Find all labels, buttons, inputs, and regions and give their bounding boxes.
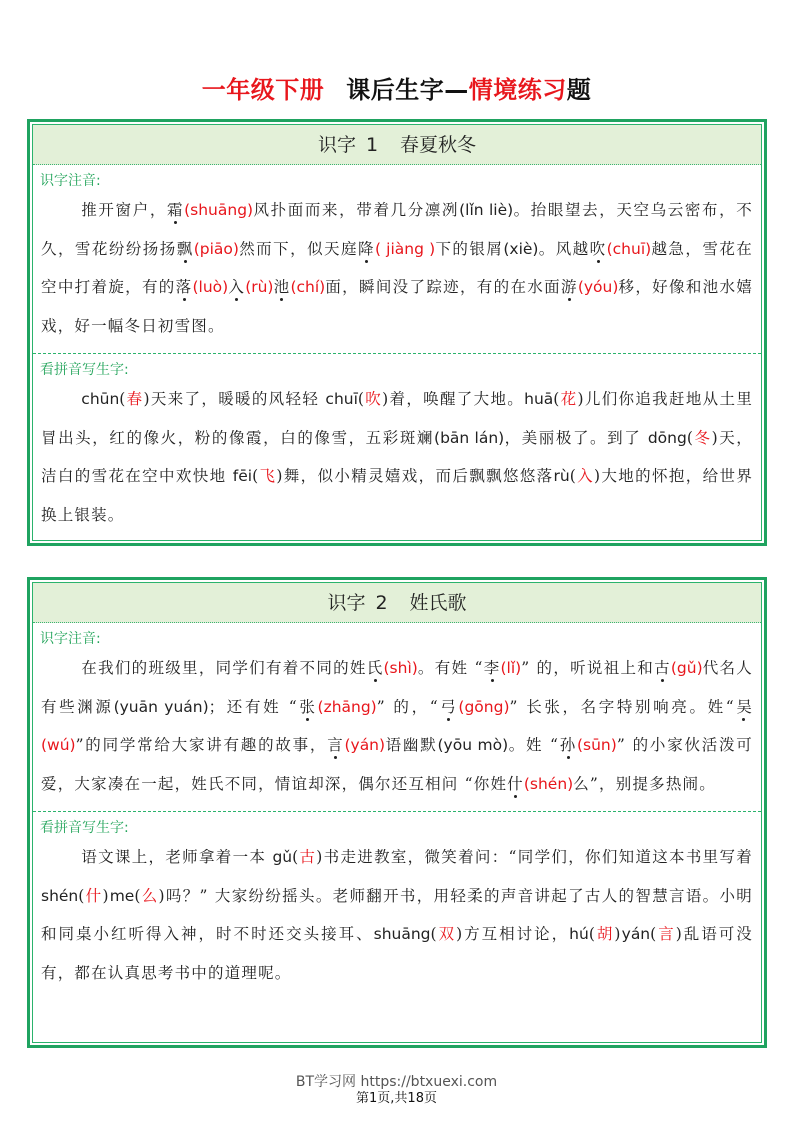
text: ( <box>78 886 86 905</box>
answer-character: 花 <box>560 390 578 408</box>
target-character: 落 <box>175 278 193 296</box>
text: 移，好像和池水嬉戏，好一幅冬日初雪图。 <box>41 278 754 335</box>
text: )书走进教室，微笑着问：“同学们，你们知道这本书里写着 <box>316 848 753 866</box>
answer-character: 么 <box>141 886 159 905</box>
pinyin: fēi <box>232 467 253 485</box>
footer-page-number: 第1页,共18页 <box>356 1091 437 1106</box>
text: )吗？” 大家纷纷摇头。老师翻开书，用轻柔的声音讲起了古人的智慧言语。小明和同桌小红听得入神，时不时还交头接耳、 <box>41 886 753 943</box>
write-paragraph <box>33 380 761 542</box>
target-character: 氏 <box>366 659 384 677</box>
text: ( <box>252 467 260 485</box>
target-character: 李 <box>483 659 501 677</box>
text: 推开窗户， <box>81 201 167 219</box>
text: ( <box>588 925 597 943</box>
pinyin: (shén) <box>523 774 574 793</box>
pinyin: chūn <box>81 390 120 408</box>
pinyin: (zhāng) <box>317 697 377 716</box>
pinyin: (xiè) <box>503 239 539 258</box>
text: )着，唤醒了大地。 <box>382 390 525 408</box>
pinyin: (lǐ) <box>500 659 522 677</box>
annotate-label: 识字注音: <box>40 173 101 189</box>
text: ( <box>553 390 561 408</box>
text: ( <box>569 467 577 485</box>
target-character: 霜 <box>166 201 185 219</box>
pinyin: (piāo) <box>193 239 239 258</box>
target-character: 池 <box>273 278 291 296</box>
pinyin: shuāng <box>373 925 431 943</box>
answer-character: 飞 <box>259 467 277 485</box>
text: )儿们你追我赶地从土里冒出头，红的像火，粉的像霞，白的像雪，五彩斑斓 <box>41 390 754 447</box>
lesson-name: 姓氏歌 <box>409 592 467 614</box>
annotate-paragraph <box>33 649 761 811</box>
target-character: 入 <box>228 278 246 296</box>
pinyin: (rù) <box>245 278 274 296</box>
title-suffix: 题 <box>566 76 592 104</box>
target-character: 孙 <box>559 736 577 754</box>
text: ，美丽极了。到了 <box>504 428 648 447</box>
target-character: 弓 <box>438 697 459 716</box>
text: )大地的怀抱，给世界换上银装。 <box>41 467 754 524</box>
write-label: 看拼音写生字: <box>40 820 129 836</box>
answer-character: 胡 <box>596 925 615 943</box>
pinyin: (yuān yuán) <box>113 697 209 716</box>
text: ” 的，“ <box>376 697 439 716</box>
pinyin: (gōng) <box>458 697 510 716</box>
pinyin: ( jiàng ) <box>374 239 436 258</box>
text: 代名人有些渊源 <box>41 659 754 716</box>
annotate-section <box>33 623 761 811</box>
text: )天，洁白的雪花在空中欢快地 <box>41 428 754 485</box>
target-character: 古 <box>654 659 671 677</box>
pinyin: me <box>109 886 135 905</box>
pinyin: (shuāng) <box>184 201 254 219</box>
answer-character: 什 <box>85 886 103 905</box>
text: ( <box>430 925 438 943</box>
write-section <box>33 353 761 542</box>
pinyin: hú <box>569 925 589 943</box>
pinyin: (sūn) <box>576 736 617 754</box>
target-character: 言 <box>327 736 345 754</box>
write-paragraph <box>33 838 761 1000</box>
target-character: 降 <box>357 239 375 258</box>
lesson-name: 春夏秋冬 <box>400 134 477 156</box>
footer-site: BT学习网 https://btxuexi.com <box>295 1074 498 1090</box>
text: 在我们的班级里，同学们有着不同的姓 <box>81 659 367 677</box>
target-character: 吴 <box>734 697 754 716</box>
answer-character: 言 <box>657 925 676 943</box>
text: 。姓 “ <box>508 736 560 754</box>
pinyin: (wú) <box>41 736 76 754</box>
pinyin: (gǔ) <box>670 659 703 677</box>
text: ) <box>102 886 110 905</box>
text: ( <box>292 848 300 866</box>
lesson-number: 1 <box>365 134 379 156</box>
lesson-prefix: 识字 <box>327 592 366 614</box>
text: 下的银屑 <box>435 239 504 258</box>
text: ( <box>119 390 127 408</box>
annotate-paragraph <box>33 191 761 353</box>
pinyin: (yóu) <box>577 278 619 296</box>
text: )舞，似小精灵嬉戏，而后飘飘悠悠落 <box>276 467 554 485</box>
text: )方互相讨论， <box>456 925 570 943</box>
title-topic: 课后生字— <box>346 76 469 104</box>
text: ( <box>686 428 695 447</box>
pinyin: huā <box>524 390 554 408</box>
lesson-card-1 <box>27 119 767 546</box>
answer-character: 入 <box>577 467 595 485</box>
text: ( <box>357 390 366 408</box>
pinyin: (chí) <box>290 278 326 296</box>
pinyin: (yán) <box>344 736 386 754</box>
lesson-header <box>33 583 761 623</box>
pinyin: (bān lán) <box>434 428 505 447</box>
text: 语幽默 <box>385 736 438 754</box>
write-section <box>33 811 761 1000</box>
target-character: 吹 <box>589 239 607 258</box>
text: )天来了，暖暖的风轻轻 <box>143 390 326 408</box>
answer-character: 吹 <box>365 390 383 408</box>
text: 面，瞬间没了踪迹，有的在水面 <box>325 278 561 296</box>
text: 越急，雪花在空中打着旋，有的 <box>41 239 753 296</box>
text: ( <box>650 925 658 943</box>
title-grade: 一年级下册 <box>201 76 325 104</box>
text: ” 的，听说祖上和 <box>521 659 655 677</box>
text: )乱语可没有，都在认真思考书中的道理呢。 <box>41 925 753 982</box>
annotate-section <box>33 165 761 353</box>
pinyin: yán <box>621 925 651 943</box>
text: 语文课上，老师拿着一本 <box>81 848 273 866</box>
answer-character: 古 <box>299 848 317 866</box>
answer-character: 双 <box>437 925 457 943</box>
pinyin: (chuī) <box>606 239 652 258</box>
text: ” 长张，名字特别响亮。姓“ <box>509 697 735 716</box>
title-highlight: 情境练习 <box>468 76 567 104</box>
pinyin: shén <box>41 886 79 905</box>
target-character: 张 <box>297 697 318 716</box>
pinyin: gǔ <box>272 848 293 866</box>
pinyin: (yōu mò) <box>437 736 509 754</box>
text: 。风越 <box>538 239 590 258</box>
lesson-card-2 <box>27 577 767 1048</box>
pinyin: rù <box>553 467 570 485</box>
text: ；还有姓 “ <box>208 697 298 716</box>
text: 么”，别提多热闹。 <box>573 774 716 793</box>
pinyin: (lǐn liè) <box>459 201 514 219</box>
target-character: 飘 <box>176 239 194 258</box>
text: 。有姓 “ <box>417 659 484 677</box>
text: ) <box>614 925 622 943</box>
page-title <box>0 74 793 106</box>
lesson-prefix: 识字 <box>317 134 356 156</box>
target-character: 游 <box>560 278 578 296</box>
text: 风扑面而来，带着几分凛冽 <box>253 201 460 219</box>
target-character: 什 <box>507 774 524 793</box>
text: 。抬眼望去，天空乌云密布，不久，雪花纷纷扬扬 <box>41 201 753 258</box>
write-label: 看拼音写生字: <box>40 362 129 378</box>
text: 然而下，似天庭 <box>238 239 358 258</box>
text: ” 的小家伙活泼可爱，大家凑在一起，姓氏不同，情谊却深，偶尔还互相问 “你姓 <box>41 736 754 793</box>
annotate-label: 识字注音: <box>40 631 101 647</box>
pinyin: dōng <box>647 428 687 447</box>
text: ”的同学常给大家讲有趣的故事， <box>75 736 328 754</box>
answer-character: 冬 <box>694 428 712 447</box>
text: ( <box>134 886 142 905</box>
pinyin: (shì) <box>383 659 418 677</box>
pinyin: (luò) <box>192 278 229 296</box>
pinyin: chuī <box>325 390 358 408</box>
lesson-header <box>33 125 761 165</box>
answer-character: 春 <box>126 390 144 408</box>
lesson-number: 2 <box>375 592 388 614</box>
